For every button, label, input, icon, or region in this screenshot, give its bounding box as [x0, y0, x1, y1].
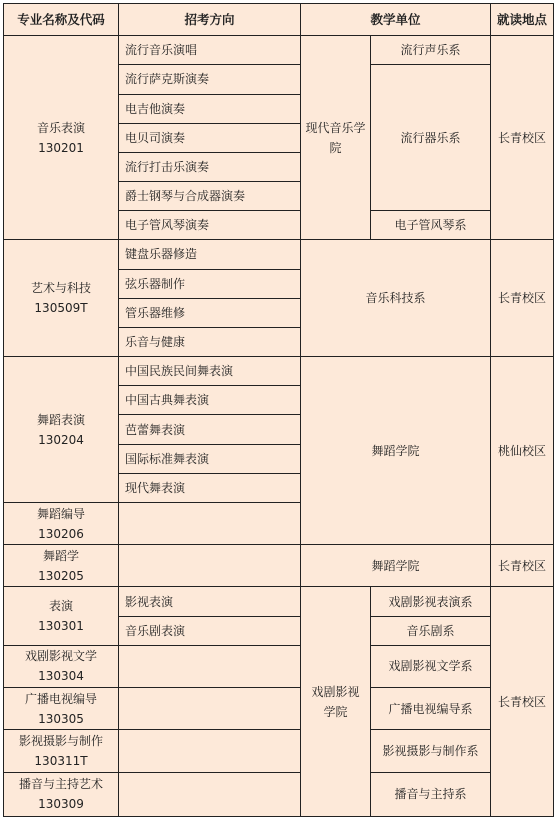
major-code: 130206 [38, 526, 84, 541]
unit-dept: 流行器乐系 [371, 65, 491, 211]
major-cell [4, 730, 119, 772]
direction-cell-empty [119, 645, 301, 687]
header-location: 就读地点 [491, 4, 554, 36]
major-name: 广播电视编导 [24, 691, 97, 706]
header-unit: 教学单位 [301, 4, 491, 36]
unit-college-line: 学院 [323, 704, 348, 719]
major-name: 播音与主持艺术 [18, 777, 103, 792]
direction-cell: 影视表演 [119, 587, 301, 616]
major-name: 舞蹈编导 [36, 506, 85, 521]
major-code: 130301 [38, 619, 84, 634]
table-row [4, 545, 554, 587]
direction-cell: 中国古典舞表演 [119, 386, 301, 415]
table-row [4, 688, 554, 730]
unit-dept: 音乐科技系 [301, 240, 491, 357]
table-row [4, 730, 554, 772]
header-row [4, 4, 554, 36]
unit-dept: 播音与主持系 [371, 772, 491, 816]
direction-cell: 爵士钢琴与合成器演奏 [119, 182, 301, 211]
unit-dept: 音乐剧系 [371, 616, 491, 645]
major-code: 130509T [34, 301, 88, 316]
unit-college: 舞蹈学院 [301, 545, 491, 587]
header-direction: 招考方向 [119, 4, 301, 36]
major-cell [4, 240, 119, 357]
table-row [4, 587, 554, 616]
major-name: 音乐表演 [36, 120, 85, 135]
unit-college-line: 戏剧影视 [311, 684, 360, 699]
direction-cell: 流行打击乐演奏 [119, 152, 301, 181]
direction-cell: 电贝司演奏 [119, 123, 301, 152]
major-cell [4, 587, 119, 645]
major-name: 舞蹈表演 [36, 412, 85, 427]
major-code: 130304 [38, 669, 84, 684]
table-row [4, 357, 554, 386]
unit-dept: 戏剧影视表演系 [371, 587, 491, 616]
major-cell [4, 645, 119, 687]
major-code: 130204 [38, 432, 84, 447]
major-cell [4, 36, 119, 240]
direction-cell-empty [119, 772, 301, 816]
direction-cell: 芭蕾舞表演 [119, 415, 301, 444]
major-name: 戏剧影视文学 [24, 649, 97, 664]
direction-cell: 键盘乐器修造 [119, 240, 301, 269]
direction-cell: 流行萨克斯演奏 [119, 65, 301, 94]
direction-cell: 乐音与健康 [119, 327, 301, 356]
direction-cell: 电吉他演奏 [119, 94, 301, 123]
direction-cell: 现代舞表演 [119, 473, 301, 502]
unit-college: 现代音乐学院 [301, 36, 371, 240]
major-cell [4, 545, 119, 587]
major-cell [4, 357, 119, 503]
header-major: 专业名称及代码 [4, 4, 119, 36]
admissions-table [3, 3, 554, 817]
major-name: 舞蹈学 [42, 548, 79, 563]
direction-cell: 弦乐器制作 [119, 269, 301, 298]
unit-dept: 广播电视编导系 [371, 688, 491, 730]
direction-cell: 中国民族民间舞表演 [119, 357, 301, 386]
location-cell: 长青校区 [491, 587, 554, 817]
direction-cell-empty [119, 730, 301, 772]
major-name: 影视摄影与制作 [18, 733, 103, 748]
major-code: 130201 [38, 140, 84, 155]
direction-cell: 流行音乐演唱 [119, 36, 301, 65]
unit-dept: 戏剧影视文学系 [371, 645, 491, 687]
table-row [4, 645, 554, 687]
major-name: 艺术与科技 [30, 281, 91, 296]
direction-cell-empty [119, 502, 301, 544]
unit-dept: 电子管风琴系 [371, 211, 491, 240]
table-row [4, 240, 554, 269]
major-code: 130309 [38, 797, 84, 812]
unit-college [301, 587, 371, 817]
direction-cell: 音乐剧表演 [119, 616, 301, 645]
unit-college: 舞蹈学院 [301, 357, 491, 545]
direction-cell: 国际标准舞表演 [119, 444, 301, 473]
direction-cell-empty [119, 688, 301, 730]
major-code: 130311T [34, 753, 88, 768]
location-cell: 长青校区 [491, 545, 554, 587]
table-row [4, 36, 554, 65]
major-name: 表演 [48, 599, 73, 614]
location-cell: 长青校区 [491, 240, 554, 357]
location-cell: 长青校区 [491, 36, 554, 240]
unit-dept: 流行声乐系 [371, 36, 491, 65]
direction-cell-empty [119, 545, 301, 587]
direction-cell: 电子管风琴演奏 [119, 211, 301, 240]
major-code: 130305 [38, 711, 84, 726]
direction-cell: 管乐器维修 [119, 298, 301, 327]
major-code: 130205 [38, 568, 84, 583]
major-cell [4, 688, 119, 730]
unit-dept: 影视摄影与制作系 [371, 730, 491, 772]
table-row [4, 772, 554, 816]
location-cell: 桃仙校区 [491, 357, 554, 545]
major-cell [4, 502, 119, 544]
major-cell [4, 772, 119, 816]
